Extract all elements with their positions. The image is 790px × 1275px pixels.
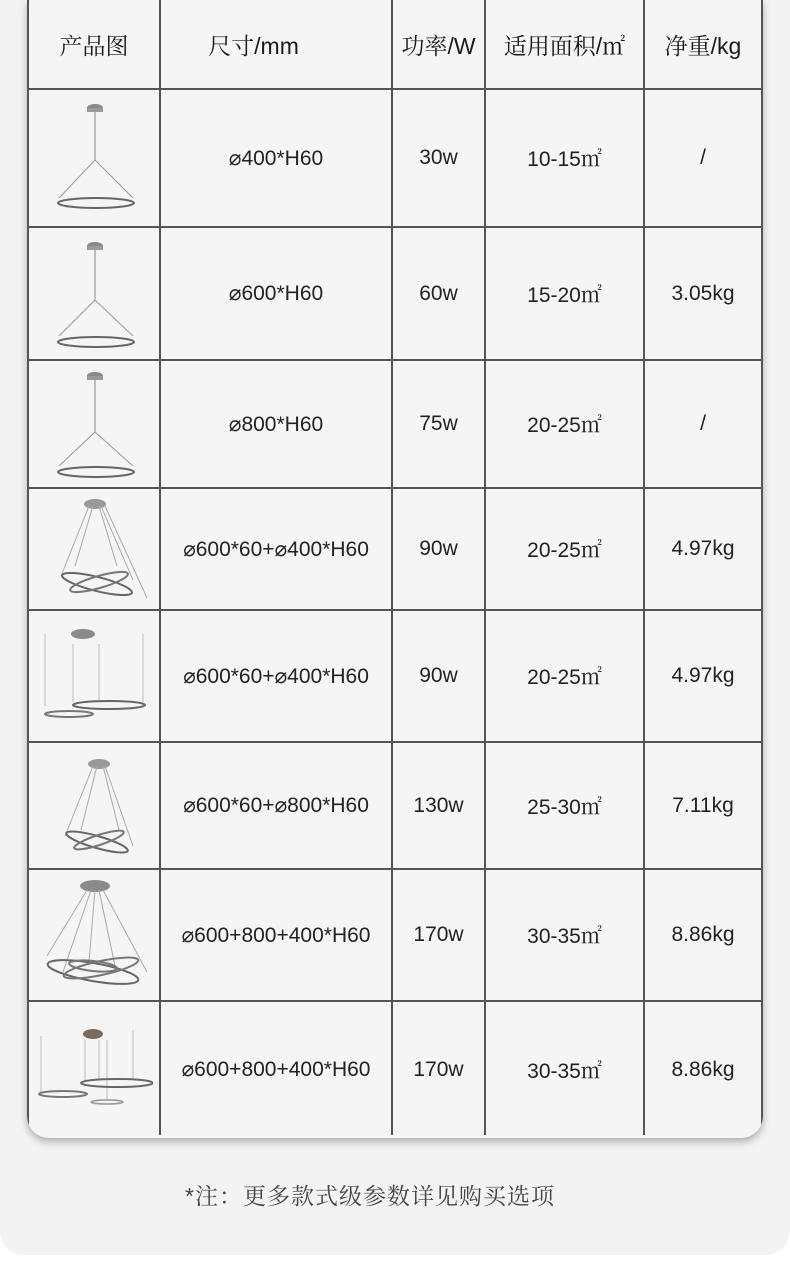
row-1-area: 10-15㎡	[527, 148, 602, 171]
row-6-area: 25-30㎡	[527, 795, 602, 819]
single-ring-pendant-icon	[49, 368, 145, 482]
double-ring-tilted-icon	[49, 494, 149, 606]
row-7-size: ⌀600+800+400*H60	[181, 923, 371, 947]
row-4-size: ⌀600*60+⌀400*H60	[183, 537, 369, 561]
header-weight: 净重/kg	[664, 32, 742, 59]
row-6-weight: 7.11kg	[672, 793, 734, 817]
header-area: 适用面积/㎡	[503, 32, 626, 59]
row-8-size: ⌀600+800+400*H60	[181, 1058, 371, 1081]
row-3-area: 20-25㎡	[527, 414, 602, 437]
row-3-power: 75w	[419, 412, 458, 435]
row-3-size: ⌀800*H60	[228, 412, 324, 436]
row-4-area: 20-25㎡	[527, 539, 602, 562]
triple-ring-flat-icon	[35, 1022, 153, 1112]
row-1-power: 30w	[419, 146, 458, 169]
spec-table	[27, 0, 763, 1138]
row-1-weight: /	[700, 146, 706, 169]
row-8-power: 170w	[413, 1057, 464, 1081]
row-7-area: 30-35㎡	[527, 925, 602, 948]
row-2-power: 60w	[419, 281, 458, 305]
row-7-power: 170w	[413, 923, 464, 946]
row-5-weight: 4.97kg	[671, 664, 735, 687]
double-ring-flat-icon	[41, 624, 151, 724]
row-6-power: 130w	[413, 793, 464, 817]
header-power: 功率/W	[401, 32, 476, 59]
double-ring-tilted-icon	[57, 754, 147, 860]
single-ring-pendant-icon	[49, 98, 145, 218]
row-2-weight: 3.05kg	[671, 281, 735, 305]
row-4-weight: 4.97kg	[671, 537, 735, 560]
row-6-size: ⌀600*60+⌀800*H60	[183, 794, 369, 817]
row-1-size: ⌀400*H60	[228, 146, 324, 170]
single-ring-pendant-icon	[49, 236, 145, 352]
row-2-size: ⌀600*H60	[228, 282, 324, 305]
grid-line	[761, 0, 763, 1135]
footnote: *注：更多款式级参数详见购买选项	[185, 1183, 555, 1209]
row-8-area: 30-35㎡	[527, 1059, 602, 1083]
row-3-weight: /	[700, 412, 706, 435]
row-5-size: ⌀600*60+⌀400*H60	[183, 664, 369, 688]
grid-line	[27, 0, 29, 1135]
row-8-weight: 8.86kg	[671, 1057, 735, 1081]
triple-ring-tilted-icon	[43, 876, 155, 994]
header-size: 尺寸/mm	[208, 32, 299, 59]
row-5-power: 90w	[419, 664, 458, 687]
header-image: 产品图	[59, 32, 129, 59]
row-4-power: 90w	[419, 537, 458, 560]
row-5-area: 20-25㎡	[527, 666, 602, 689]
row-7-weight: 8.86kg	[671, 923, 735, 946]
row-2-area: 15-20㎡	[527, 283, 602, 307]
